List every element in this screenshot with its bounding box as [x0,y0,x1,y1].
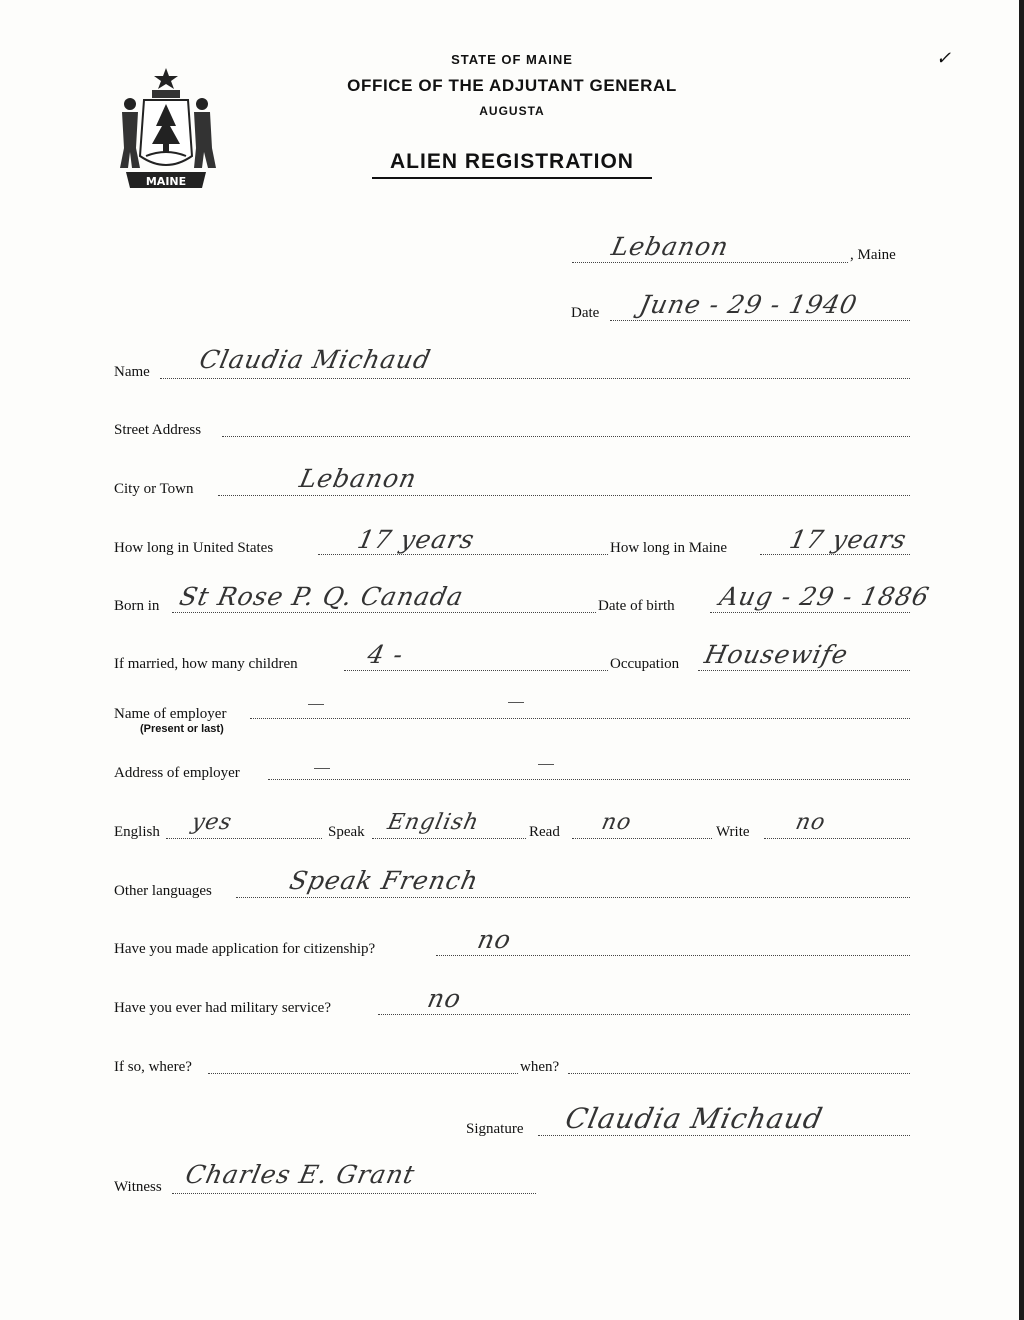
speak-label: Speak [328,824,365,840]
witness-value[interactable]: Charles E. Grant [182,1160,418,1189]
name-line [160,378,910,379]
employer-label: Name of employer [114,706,227,722]
english-label: English [114,824,160,840]
witness-label: Witness [114,1179,162,1195]
signature-value[interactable]: Claudia Michaud [562,1102,827,1135]
dob-label: Date of birth [598,598,675,614]
occupation-label: Occupation [610,656,680,672]
employer-line[interactable] [250,718,910,719]
citizenship-value[interactable]: no [474,925,515,954]
write-line [764,838,910,839]
write-value[interactable]: no [793,810,829,835]
date-line [610,320,910,321]
name-value[interactable]: Claudia Michaud [196,345,434,374]
name-label: Name [114,364,150,380]
speak-line [372,838,526,839]
header-state: STATE OF MAINE [451,52,573,67]
children-line [344,670,608,671]
employer-dash-mark [508,702,524,703]
employer-dash-mark [308,704,324,705]
signature-label: Signature [466,1121,524,1137]
write-label: Write [716,824,750,840]
when-label: when? [520,1059,560,1075]
street-line[interactable] [222,436,910,437]
citizenship-line [436,955,910,956]
how-long-maine-value[interactable]: 17 years [786,525,910,554]
how-long-maine-label: How long in Maine [610,540,728,556]
military-value[interactable]: no [424,984,465,1013]
where-line[interactable] [208,1073,518,1074]
header-city: AUGUSTA [479,104,545,118]
born-in-label: Born in [114,598,160,614]
employer-address-dash-mark [314,768,330,769]
location-suffix: , Maine [850,247,896,263]
children-label: If married, how many children [114,656,298,672]
employer-address-dash-mark [538,764,554,765]
witness-line [172,1193,536,1194]
occupation-value[interactable]: Housewife [701,640,852,669]
citizenship-label: Have you made application for citizenship? [114,941,376,957]
location-line [572,262,848,263]
born-in-line [172,612,596,613]
read-line [572,838,712,839]
date-value[interactable]: June - 29 - 1940 [636,290,861,319]
other-languages-label: Other languages [114,883,212,899]
employer-address-label: Address of employer [114,765,240,781]
children-value[interactable]: 4 - [364,640,407,669]
english-line [166,838,322,839]
date-label: Date [571,305,600,321]
employer-address-line[interactable] [268,779,910,780]
english-value[interactable]: yes [189,810,235,835]
form-title: ALIEN REGISTRATION [372,150,652,179]
signature-line [538,1135,910,1136]
how-long-maine-line [760,554,910,555]
scan-edge [1019,0,1024,1320]
city-value[interactable]: Lebanon [296,464,420,493]
seal-motto: MAINE [145,175,187,188]
other-languages-value[interactable]: Speak French [286,866,482,895]
military-label: Have you ever had military service? [114,1000,331,1016]
corner-check-mark: ✓ [936,48,952,69]
dob-value[interactable]: Aug - 29 - 1886 [716,582,933,611]
where-label: If so, where? [114,1059,192,1075]
street-label: Street Address [114,422,202,438]
city-label: City or Town [114,481,194,497]
military-line [378,1014,910,1015]
other-languages-line [236,897,910,898]
employer-sublabel: (Present or last) [140,723,224,735]
how-long-us-label: How long in United States [114,540,274,556]
read-label: Read [529,824,560,840]
born-in-value[interactable]: St Rose P. Q. Canada [176,582,467,611]
header-office: OFFICE OF THE ADJUTANT GENERAL [347,76,677,95]
how-long-us-value[interactable]: 17 years [354,525,478,554]
city-line [218,495,910,496]
speak-value[interactable]: English [385,810,482,835]
when-line[interactable] [568,1073,910,1074]
location-value[interactable]: Lebanon [608,232,732,261]
dob-line [710,612,910,613]
read-value[interactable]: no [599,810,635,835]
occupation-line [698,670,910,671]
how-long-us-line [318,554,608,555]
